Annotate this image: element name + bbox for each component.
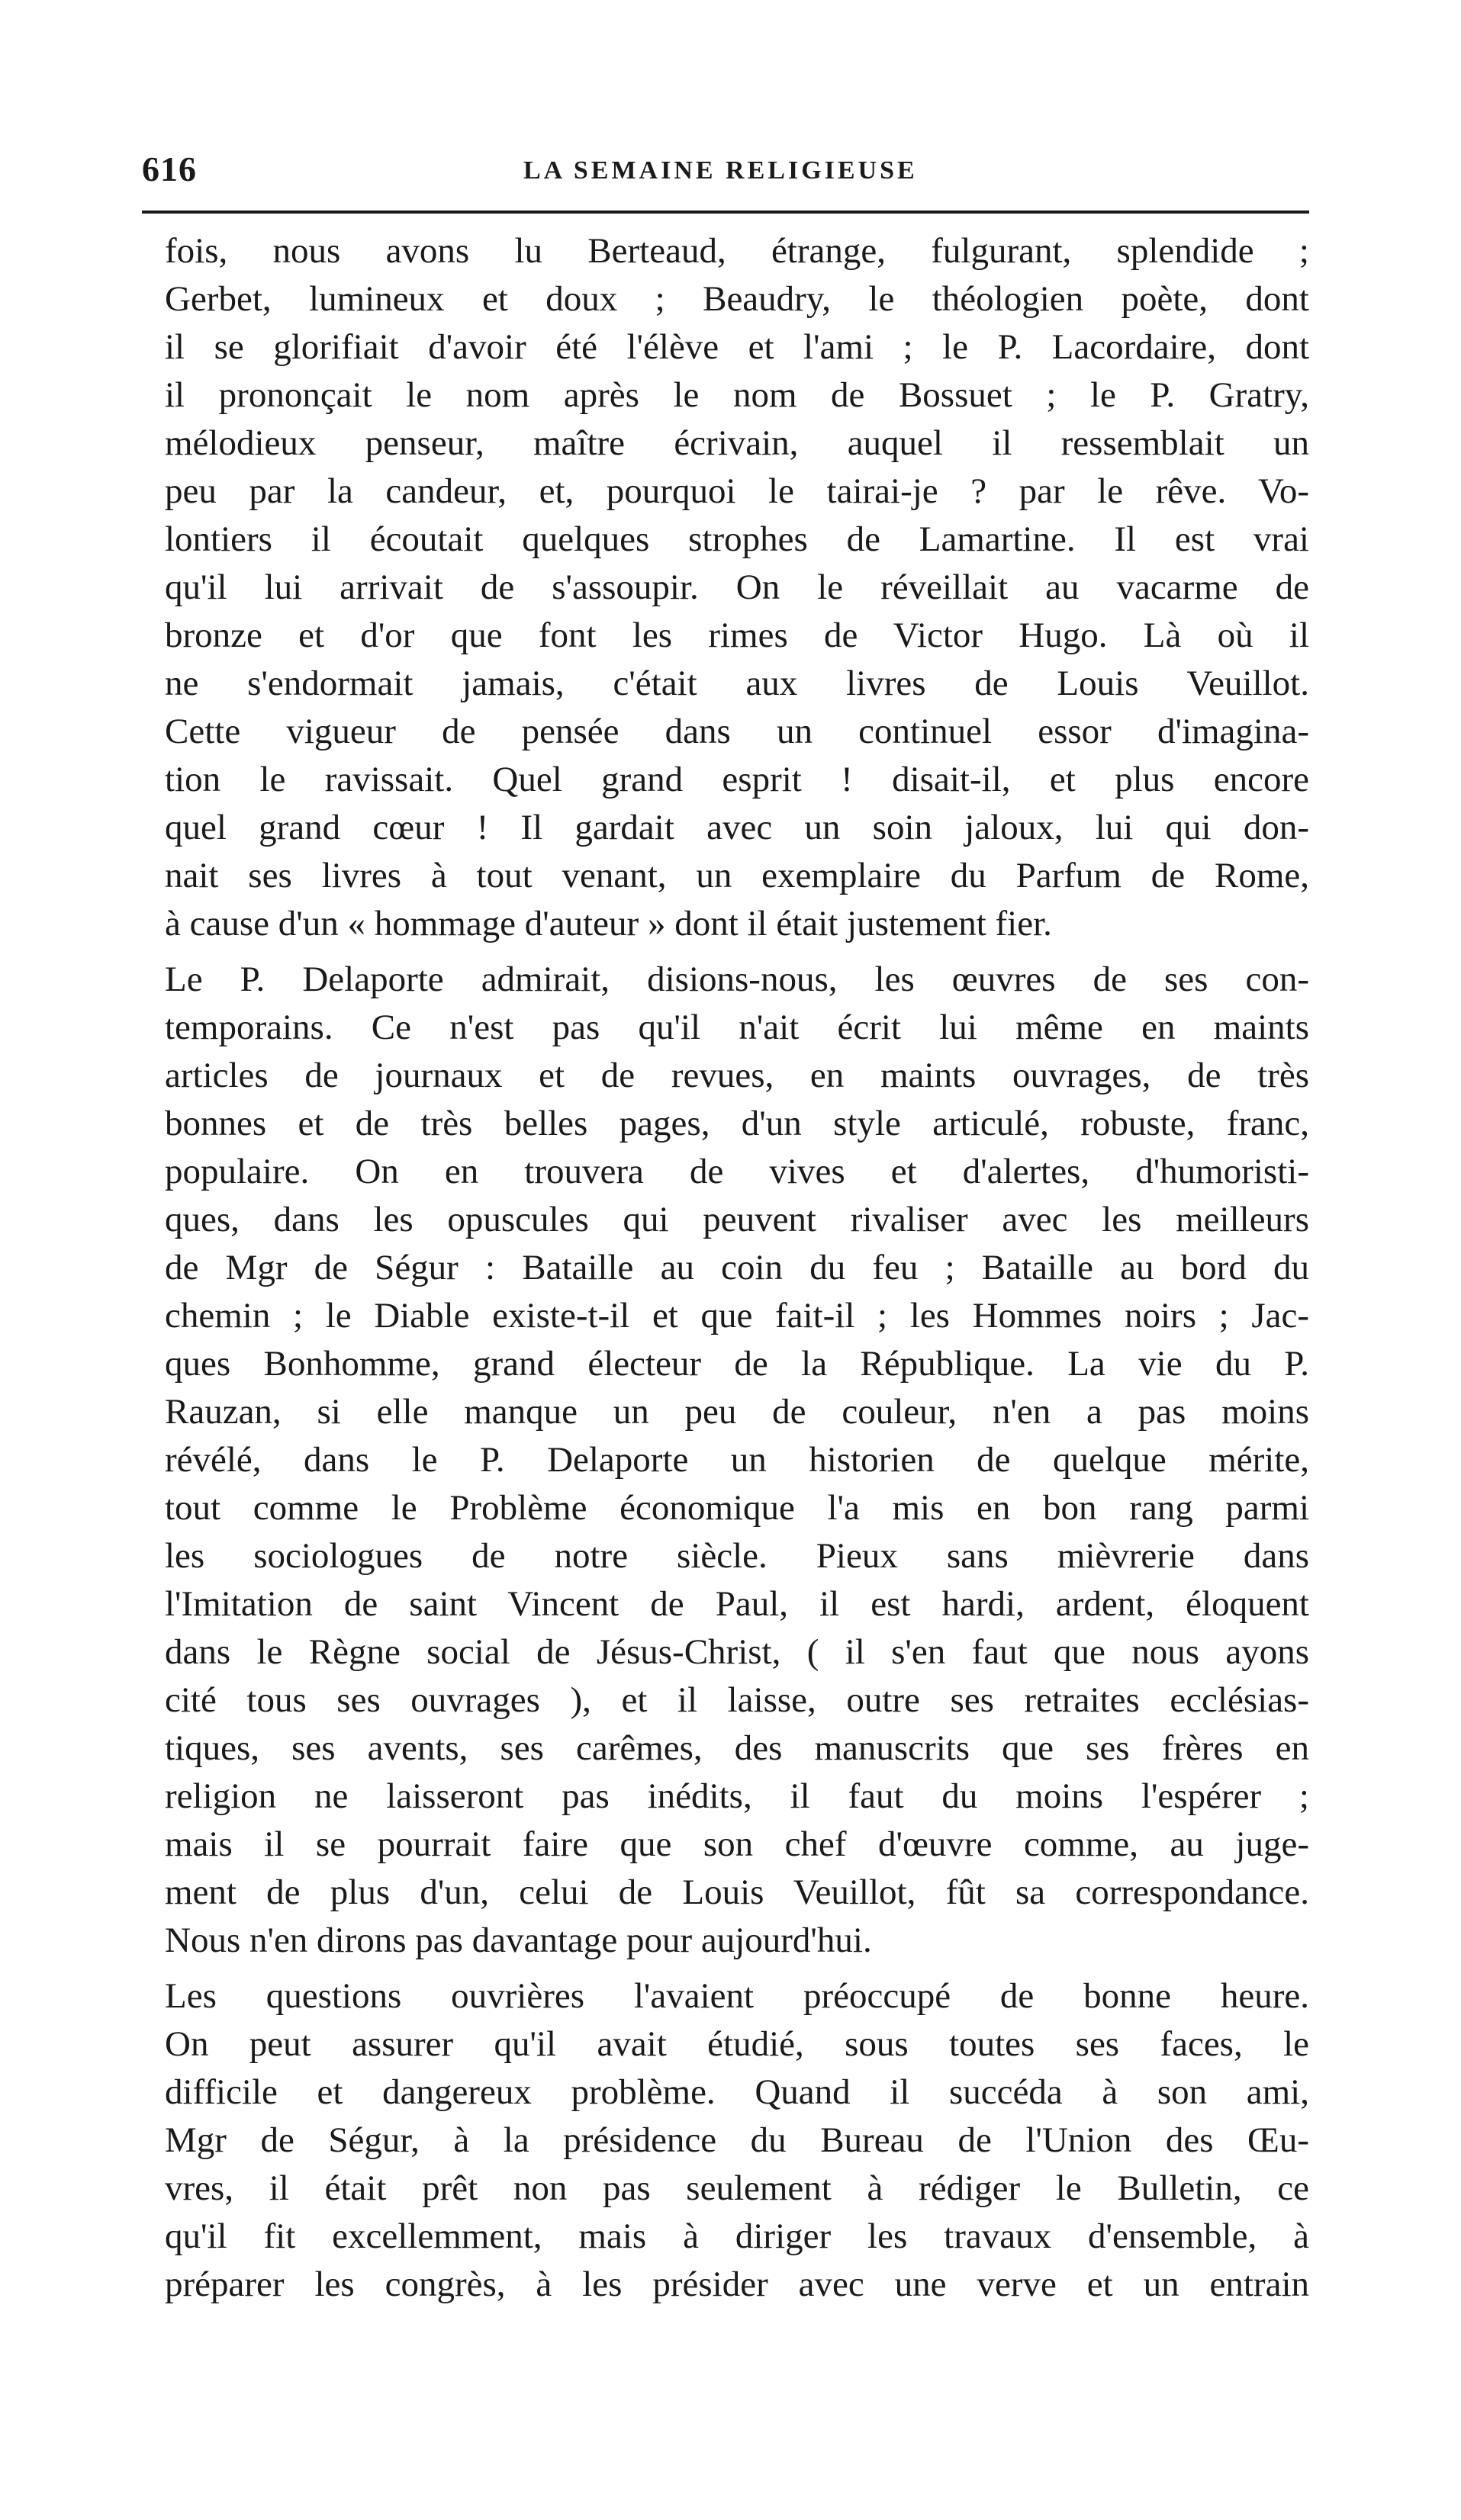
text-line: difficile et dangereux problème. Quand il succéda à son ami, [165, 2072, 1309, 2112]
text-line: peu par la candeur, et, pourquoi le tairai-je ? par le rêve. Vo- [165, 471, 1309, 511]
text-line: Le P. Delaporte admirait, disions-nous, les œuvres de ses con- [165, 959, 1309, 999]
text-line: populaire. On en trouvera de vives et d'alertes, d'humoristi- [165, 1152, 1309, 1191]
text-line: tiques, ses avents, ses carêmes, des manuscrits que ses frères en [165, 1728, 1309, 1768]
paragraph-3 [165, 1972, 1309, 2309]
text-line: religion ne laisseront pas inédits, il faut du moins l'espérer ; [165, 1776, 1309, 1816]
text-line: temporains. Ce n'est pas qu'il n'ait écrit lui même en maints [165, 1008, 1309, 1047]
text-line: vres, il était prêt non pas seulement à rédiger le Bulletin, ce [165, 2168, 1309, 2208]
text-line: qu'il fit excellemment, mais à diriger les travaux d'ensemble, à [165, 2216, 1309, 2256]
text-line: cité tous ses ouvrages ), et il laisse, outre ses retraites ecclésias- [165, 1680, 1309, 1720]
header-rule [142, 211, 1309, 214]
text-line: préparer les congrès, à les présider avec une verve et un entrain [165, 2264, 1309, 2304]
text-line: Nous n'en dirons pas davantage pour aujourd'hui. [165, 1921, 872, 1960]
text-line: il se glorifiait d'avoir été l'élève et l'ami ; le P. Lacordaire, dont [165, 327, 1309, 367]
text-line: révélé, dans le P. Delaporte un historien de quelque mérite, [165, 1440, 1309, 1480]
text-line: quel grand cœur ! Il gardait avec un soin jaloux, lui qui don- [165, 808, 1309, 847]
text-line: dans le Règne social de Jésus-Christ, ( il s'en faut que nous ayons [165, 1632, 1309, 1672]
page-header [142, 149, 1309, 194]
text-line: l'Imitation de saint Vincent de Paul, il est hardi, ardent, éloquent [165, 1584, 1309, 1624]
text-line: qu'il lui arrivait de s'assoupir. On le réveillait au vacarme de [165, 567, 1309, 607]
text-line: ques Bonhomme, grand électeur de la République. La vie du P. [165, 1344, 1309, 1384]
paragraph-2 [165, 956, 1309, 1965]
text-line: Mgr de Ségur, à la présidence du Bureau de l'Union des Œu- [165, 2120, 1309, 2160]
text-line: bonnes et de très belles pages, d'un style articulé, robuste, franc, [165, 1104, 1309, 1143]
text-line: ques, dans les opuscules qui peuvent rivaliser avec les meilleurs [165, 1200, 1309, 1239]
text-line: ne s'endormait jamais, c'était aux livres de Louis Veuillot. [165, 664, 1309, 703]
text-line: Gerbet, lumineux et doux ; Beaudry, le théologien poète, dont [165, 279, 1309, 319]
text-line: nait ses livres à tout venant, un exemplaire du Parfum de Rome, [165, 856, 1309, 895]
text-line: Rauzan, si elle manque un peu de couleur, n'en a pas moins [165, 1392, 1309, 1432]
text-line: tion le ravissait. Quel grand esprit ! disait-il, et plus encore [165, 760, 1309, 799]
text-line: il prononçait le nom après le nom de Bossuet ; le P. Gratry, [165, 375, 1309, 415]
text-line: mélodieux penseur, maître écrivain, auquel il ressemblait un [165, 423, 1309, 463]
text-line: ment de plus d'un, celui de Louis Veuillot, fût sa correspondance. [165, 1872, 1309, 1912]
text-line: bronze et d'or que font les rimes de Victor Hugo. Là où il [165, 616, 1309, 655]
running-title: LA SEMAINE RELIGIEUSE [523, 156, 918, 185]
text-line: chemin ; le Diable existe-t-il et que fait-il ; les Hommes noirs ; Jac- [165, 1296, 1309, 1336]
page-number: 616 [142, 149, 197, 188]
text-line: les sociologues de notre siècle. Pieux sans mièvrerie dans [165, 1536, 1309, 1576]
text-line: à cause d'un « hommage d'auteur » dont il était justement fier. [165, 904, 1052, 943]
text-line: fois, nous avons lu Berteaud, étrange, fulgurant, splendide ; [165, 231, 1309, 271]
text-line: articles de journaux et de revues, en maints ouvrages, de très [165, 1056, 1309, 1095]
text-line: Les questions ouvrières l'avaient préoccupé de bonne heure. [165, 1976, 1309, 2016]
text-line: Cette vigueur de pensée dans un continuel essor d'imagina- [165, 712, 1309, 751]
text-line: mais il se pourrait faire que son chef d'œuvre comme, au juge- [165, 1824, 1309, 1864]
text-line: lontiers il écoutait quelques strophes de Lamartine. Il est vrai [165, 519, 1309, 559]
text-line: de Mgr de Ségur : Bataille au coin du feu ; Bataille au bord du [165, 1248, 1309, 1287]
text-line: On peut assurer qu'il avait étudié, sous toutes ses faces, le [165, 2024, 1309, 2064]
paragraph-1 [165, 227, 1309, 948]
text-line: tout comme le Problème économique l'a mis en bon rang parmi [165, 1488, 1309, 1528]
body-text [165, 227, 1309, 2309]
